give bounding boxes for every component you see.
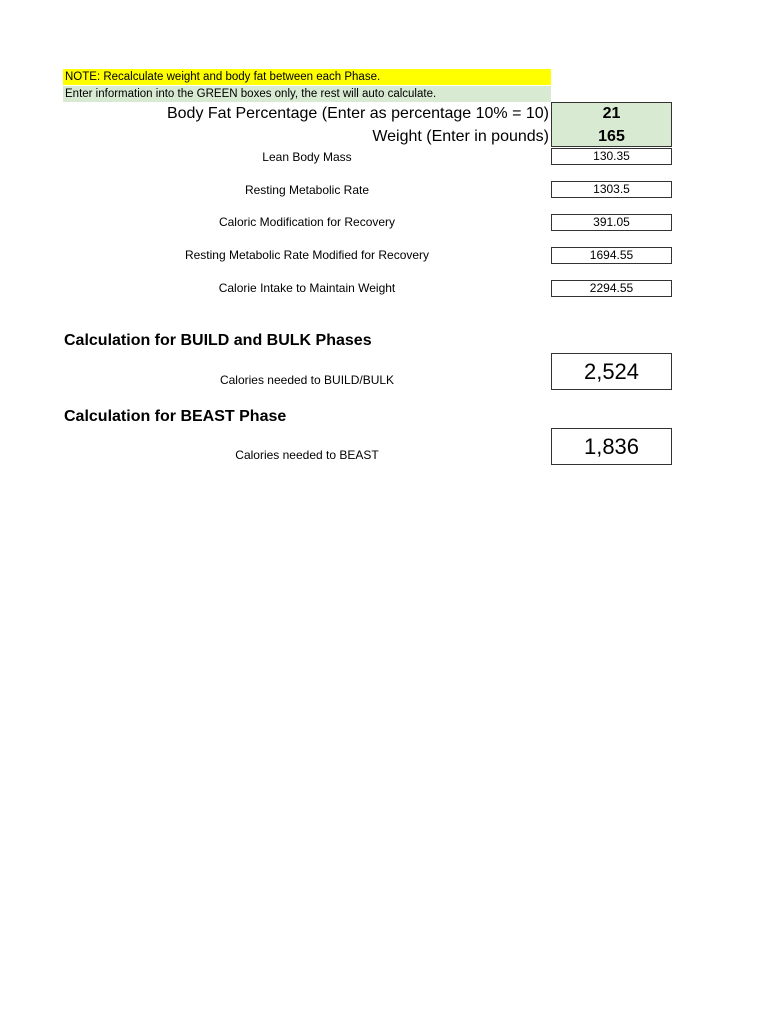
rmr-modified-value: 1694.55 bbox=[551, 247, 672, 264]
maintain-weight-label: Calorie Intake to Maintain Weight bbox=[218, 281, 396, 295]
green-input-box bbox=[551, 102, 672, 147]
rmr-modified-label: Resting Metabolic Rate Modified for Recovery bbox=[184, 248, 430, 262]
lean-body-mass-label: Lean Body Mass bbox=[262, 150, 352, 164]
caloric-modification-label: Caloric Modification for Recovery bbox=[218, 215, 396, 229]
beast-label: Calories needed to BEAST bbox=[235, 448, 379, 462]
resting-metabolic-rate-label: Resting Metabolic Rate bbox=[244, 183, 370, 197]
body-fat-input[interactable]: 21 bbox=[602, 105, 621, 122]
resting-metabolic-rate-value: 1303.5 bbox=[551, 181, 672, 198]
build-bulk-heading: Calculation for BUILD and BULK Phases bbox=[64, 332, 372, 349]
maintain-weight-value: 2294.55 bbox=[551, 280, 672, 297]
weight-input[interactable]: 165 bbox=[598, 128, 625, 145]
body-fat-label: Body Fat Percentage (Enter as percentage 10% = 10) bbox=[166, 105, 549, 122]
instructions-note: Enter information into the GREEN boxes only, the rest will auto calculate. bbox=[63, 86, 551, 102]
beast-calories: 1,836 bbox=[551, 428, 672, 465]
recalc-note: NOTE: Recalculate weight and body fat between each Phase. bbox=[63, 69, 551, 85]
build-bulk-label: Calories needed to BUILD/BULK bbox=[219, 373, 395, 387]
lean-body-mass-value: 130.35 bbox=[551, 148, 672, 165]
beast-heading: Calculation for BEAST Phase bbox=[64, 408, 287, 425]
caloric-modification-value: 391.05 bbox=[551, 214, 672, 231]
build-bulk-calories: 2,524 bbox=[551, 353, 672, 390]
weight-label: Weight (Enter in pounds) bbox=[372, 128, 549, 145]
